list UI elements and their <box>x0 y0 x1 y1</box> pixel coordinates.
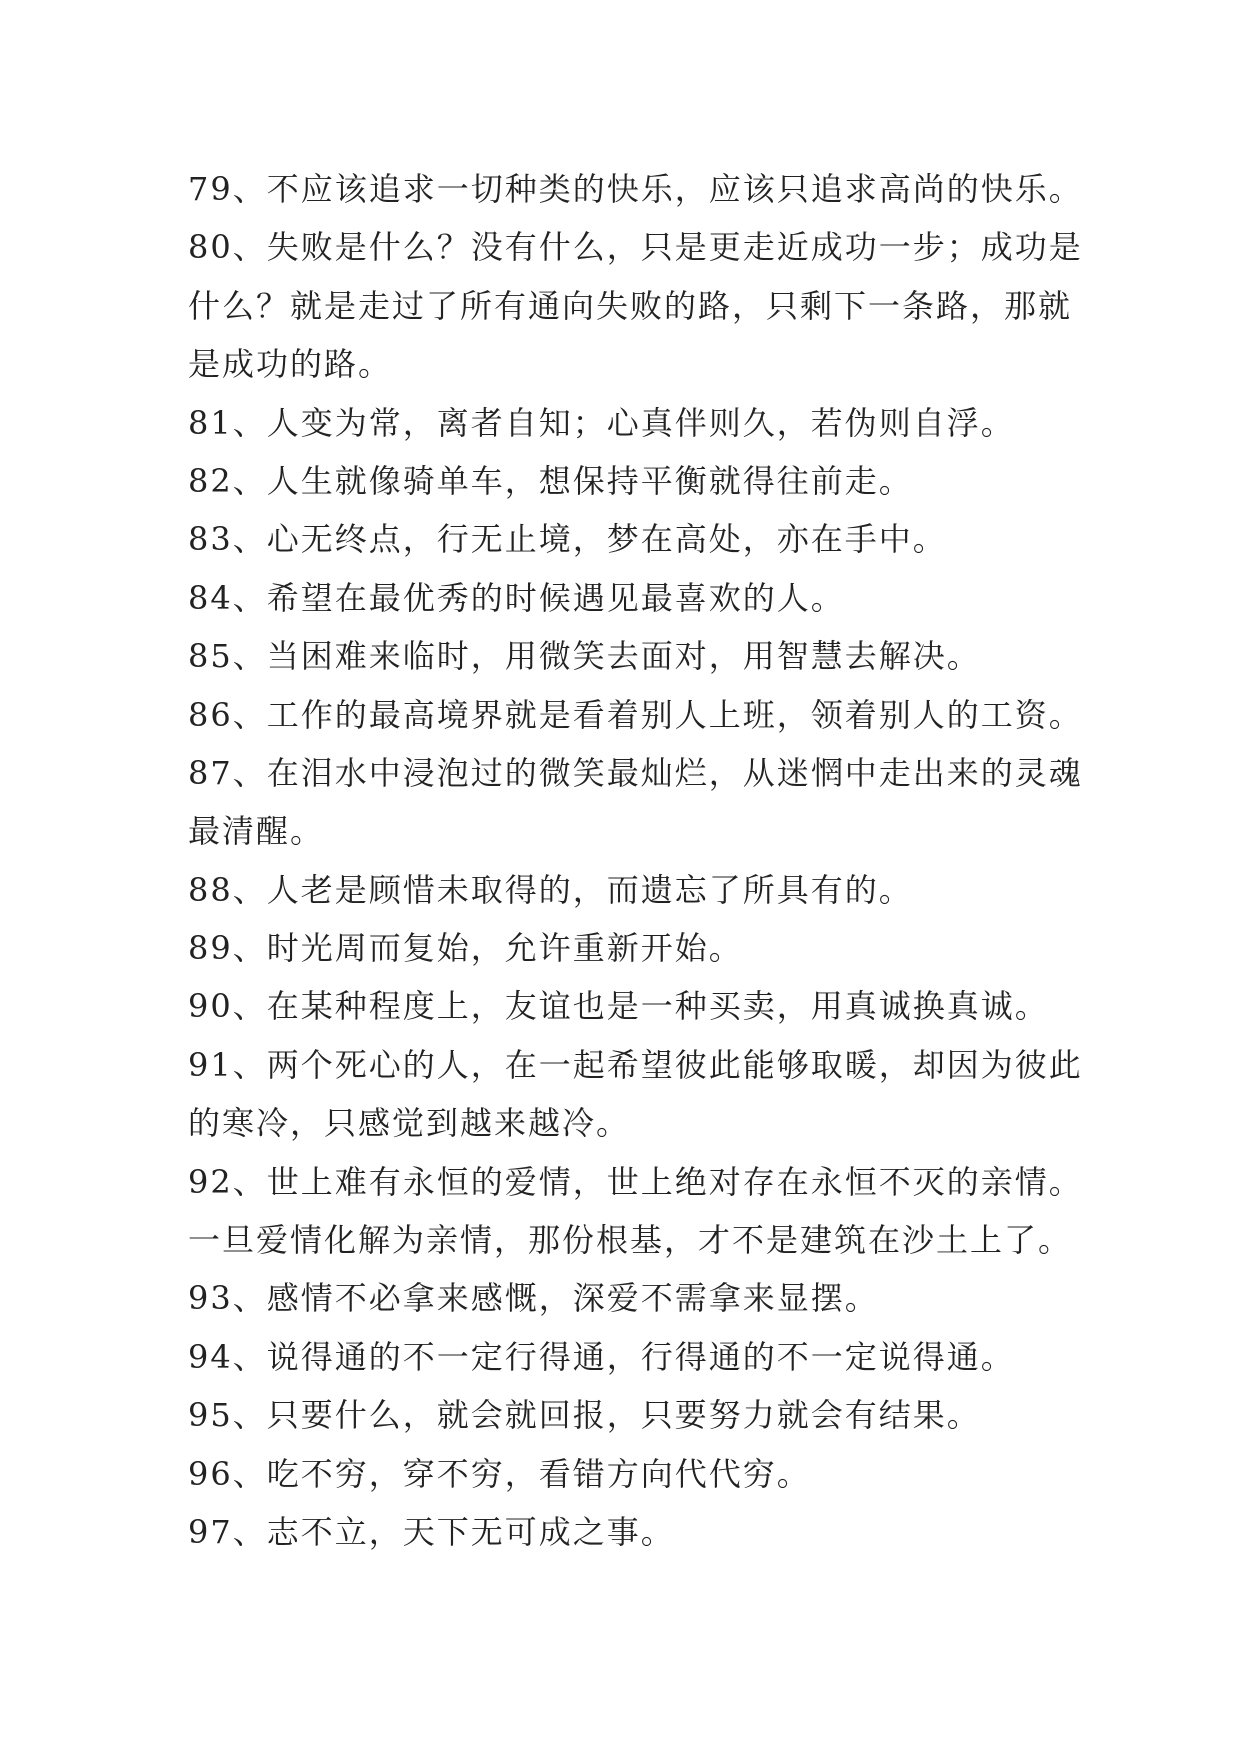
text-line-79: 79、不应该追求一切种类的快乐，应该只追求高尚的快乐。 <box>188 170 1083 208</box>
text-line-85: 85、当困难来临时，用微笑去面对，用智慧去解决。 <box>188 637 981 676</box>
text-line-91-part-2: 的寒冷，只感觉到越来越冷。 <box>188 1104 631 1143</box>
text-line-80-part-2: 什么？就是走过了所有通向失败的路，只剩下一条路，那就 <box>188 286 1073 325</box>
text-line-94: 94、说得通的不一定行得通，行得通的不一定说得通。 <box>188 1337 1015 1376</box>
text-line-91-part-1: 91、两个死心的人，在一起希望彼此能够取暖，却因为彼此 <box>188 1045 1083 1084</box>
text-line-97: 97、志不立，天下无可成之事。 <box>188 1512 675 1551</box>
text-line-93: 93、感情不必拿来感慨，深爱不需拿来显摆。 <box>188 1279 879 1318</box>
text-line-83: 83、心无终点，行无止境，梦在高处，亦在手中。 <box>188 520 947 559</box>
text-line-95: 95、只要什么，就会就回报，只要努力就会有结果。 <box>188 1396 981 1435</box>
text-line-90: 90、在某种程度上，友谊也是一种买卖，用真诚换真诚。 <box>188 987 1049 1026</box>
text-line-81: 81、人变为常，离者自知；心真伴则久，若伪则自浮。 <box>188 403 1015 442</box>
text-line-88: 88、人老是顾惜未取得的，而遗忘了所具有的。 <box>188 870 913 909</box>
text-line-82: 82、人生就像骑单车，想保持平衡就得往前走。 <box>188 461 913 500</box>
text-line-96: 96、吃不穷，穿不穷，看错方向代代穷。 <box>188 1454 811 1493</box>
text-line-80-part-1: 80、失败是什么？没有什么，只是更走近成功一步；成功是 <box>188 228 1083 267</box>
text-line-84: 84、希望在最优秀的时候遇见最喜欢的人。 <box>188 578 845 617</box>
text-line-80-part-3: 是成功的路。 <box>188 345 393 384</box>
text-line-92-part-1: 92、世上难有永恒的爱情，世上绝对存在永恒不灭的亲情。 <box>188 1162 1083 1201</box>
document-body <box>188 160 1088 1561</box>
text-line-86: 86、工作的最高境界就是看着别人上班，领着别人的工资。 <box>188 695 1083 734</box>
text-line-87-part-2: 最清醒。 <box>188 812 325 851</box>
text-line-89: 89、时光周而复始，允许重新开始。 <box>188 929 743 968</box>
text-line-87-part-1: 87、在泪水中浸泡过的微笑最灿烂，从迷惘中走出来的灵魂 <box>188 753 1083 792</box>
text-line-92-part-2: 一旦爱情化解为亲情，那份根基，才不是建筑在沙土上了。 <box>188 1221 1073 1260</box>
